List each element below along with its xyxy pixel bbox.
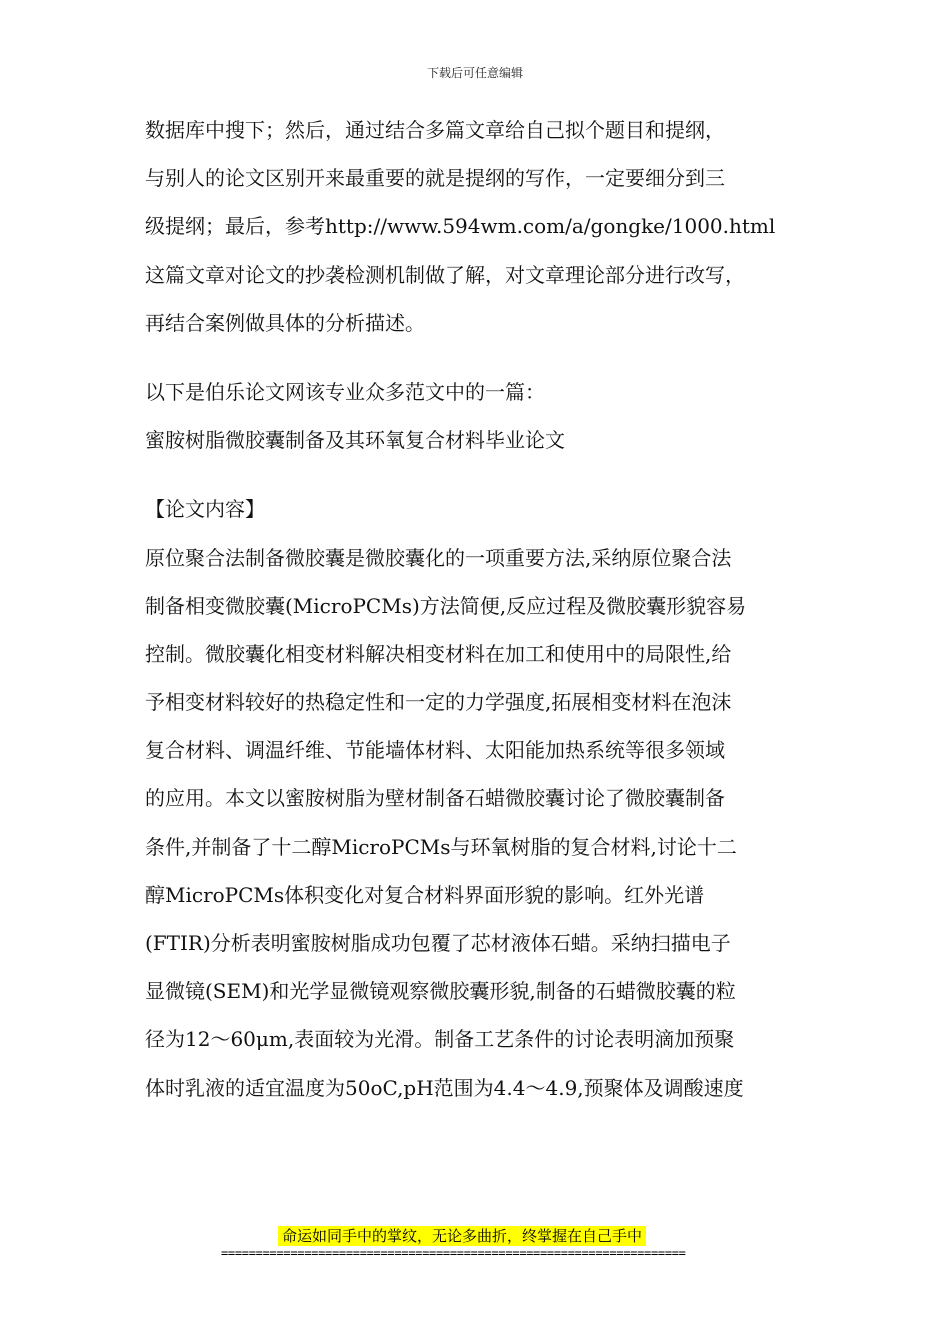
footer-motto: 命运如同手中的掌纹，无论多曲折，终掌握在自己手中: [278, 1226, 646, 1246]
body-line: 再结合案例做具体的分析描述。: [145, 310, 425, 335]
intro-line: 以下是伯乐论文网该专业众多范文中的一篇：: [145, 379, 545, 404]
abstract-line: 制备相变微胶囊(MicroPCMs)方法简便,反应过程及微胶囊形貌容易: [145, 593, 747, 618]
body-line: 数据库中搜下；然后，通过结合多篇文章给自己拟个题目和提纲，: [145, 118, 725, 142]
abstract-line: 原位聚合法制备微胶囊是微胶囊化的一项重要方法,采纳原位聚合法: [145, 545, 732, 570]
thesis-title: 蜜胺树脂微胶囊制备及其环氧复合材料毕业论文: [145, 428, 565, 453]
abstract-line: 径为12～60μm,表面较为光滑。制备工艺条件的讨论表明滴加预聚: [145, 1027, 735, 1052]
abstract-line: 予相变材料较好的热稳定性和一定的力学强度,拓展相变材料在泡沫: [145, 690, 732, 715]
body-line: 这篇文章对论文的抄袭检测机制做了解，对文章理论部分进行改写，: [145, 262, 745, 287]
document-body: [145, 118, 825, 1124]
footer-rule: ===================================================================: [221, 1246, 686, 1260]
abstract-line: 复合材料、调温纤维、节能墙体材料、太阳能加热系统等很多领域: [145, 738, 725, 763]
body-line: 级提纲；最后，参考http://www.594wm.com/a/gongke/1000.html: [145, 214, 776, 239]
abstract-line: 体时乳液的适宜温度为50oC,pH范围为4.4～4.9,预聚体及调酸速度: [145, 1075, 744, 1100]
paragraph-gap: [145, 476, 825, 497]
section-heading: 【论文内容】: [145, 497, 265, 522]
abstract-line: 醇MicroPCMs体积变化对复合材料界面形貌的影响。红外光谱: [145, 882, 705, 907]
paragraph-gap: [145, 359, 825, 380]
abstract-line: (FTIR)分析表明蜜胺树脂成功包覆了芯材液体石蜡。采纳扫描电子: [145, 931, 731, 955]
body-line: 与别人的论文区别开来最重要的就是提纲的写作，一定要细分到三: [145, 166, 725, 191]
page-header: 下载后可任意编辑: [426, 66, 523, 80]
abstract-line: 控制。微胶囊化相变材料解决相变材料在加工和使用中的局限性,给: [145, 641, 732, 666]
abstract-line: 显微镜(SEM)和光学显微镜观察微胶囊形貌,制备的石蜡微胶囊的粒: [145, 979, 736, 1004]
abstract-line: 的应用。本文以蜜胺树脂为壁材制备石蜡微胶囊讨论了微胶囊制备: [145, 786, 725, 811]
abstract-line: 条件,并制备了十二醇MicroPCMs与环氧树脂的复合材料,讨论十二: [145, 834, 737, 859]
